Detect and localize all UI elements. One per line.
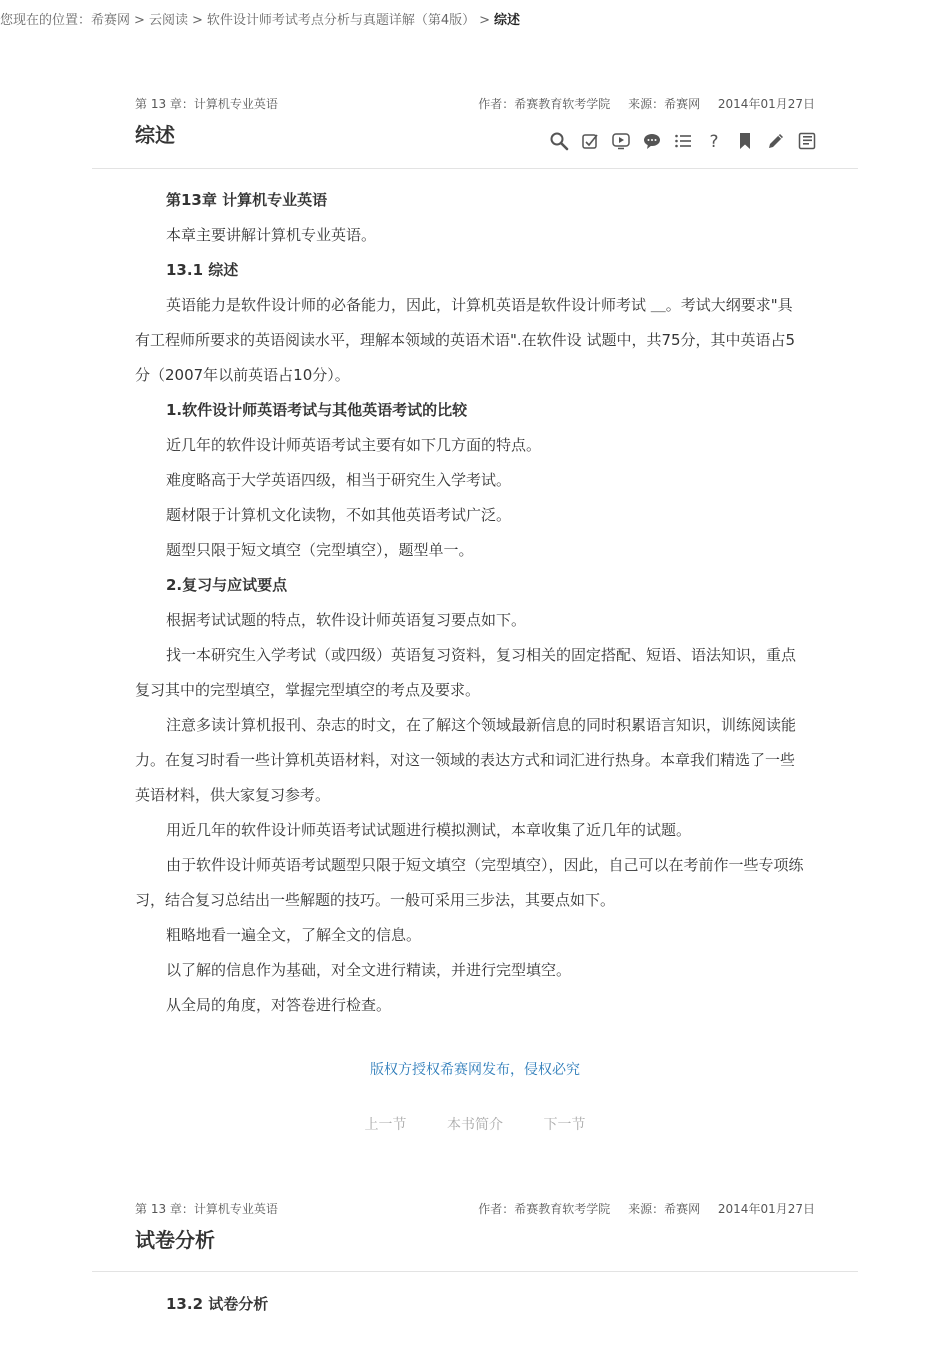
search-button[interactable] — [547, 129, 571, 153]
note-check-icon — [580, 131, 600, 151]
paragraph: 以了解的信息作为基础，对全文进行精读，并进行完型填空。 — [166, 961, 572, 979]
toolbar — [547, 129, 826, 153]
section-heading: 13.2 试卷分析 — [166, 1295, 269, 1313]
paragraph: 找一本研究生入学考试（或四级）英语复习资料，复习相关的固定搭配、短语、语法知识，重点复习其中的完型填空，掌握完型填空的考点及要求。 — [135, 646, 797, 699]
breadcrumb-separator: > — [191, 13, 203, 28]
help-glyph: ? — [709, 132, 719, 151]
paragraph: 由于软件设计师英语考试题型只限于短文填空（完型填空），因此，自己可以在考前作一些专项练习，结合复习总结出一些解题的技巧。一般可采用三步法，其要点如下。 — [135, 856, 804, 909]
help-button[interactable] — [702, 129, 726, 153]
paragraph: 题型只限于短文填空（完型填空），题型单一。 — [166, 541, 474, 559]
chapter-heading: 第13章 计算机专业英语 — [166, 191, 328, 209]
paragraph: 根据考试试题的特点，软件设计师英语复习要点如下。 — [166, 611, 527, 629]
search-icon — [549, 131, 569, 151]
pencil-icon — [766, 131, 786, 151]
copyright-notice: 版权方授权希赛网发布，侵权必究 — [370, 1062, 580, 1078]
source-label: 来源：希赛网 — [628, 1202, 701, 1216]
section-title: 试卷分析 — [135, 1228, 215, 1252]
paragraph: 粗略地看一遍全文，了解全文的信息。 — [166, 926, 422, 944]
help-icon — [704, 131, 724, 151]
comment-button[interactable] — [640, 129, 664, 153]
breadcrumb-prefix: 您现在的位置： — [0, 13, 92, 28]
section-heading: 13.1 综述 — [166, 261, 239, 279]
pager — [0, 1114, 950, 1136]
chapter-label: 第 13 章：计算机专业英语 — [135, 97, 278, 111]
video-icon — [611, 131, 631, 151]
next-section-link[interactable]: 下一节 — [543, 1117, 586, 1133]
breadcrumb-separator: > — [479, 13, 491, 28]
breadcrumb-link-book[interactable]: 软件设计师考试考点分析与真题详解（第4版） — [206, 13, 476, 28]
section-divider — [92, 168, 858, 169]
breadcrumb-separator: > — [134, 13, 145, 28]
section-meta — [135, 95, 815, 113]
bookmark-icon — [735, 131, 755, 151]
date-label: 2014年01月27日 — [717, 97, 815, 111]
breadcrumb-current: 综述 — [494, 13, 521, 28]
section-divider — [92, 1271, 858, 1272]
catalog-button[interactable] — [671, 129, 695, 153]
bookmark-button[interactable] — [733, 129, 757, 153]
document-icon — [797, 131, 817, 151]
document-button[interactable] — [795, 129, 819, 153]
paragraph: 从全局的角度，对答卷进行检查。 — [166, 996, 392, 1014]
paragraph: 近几年的软件设计师英语考试主要有如下几方面的特点。 — [166, 436, 542, 454]
paragraph: 本章主要讲解计算机专业英语。 — [166, 226, 377, 244]
author-label: 作者：希赛教育软考学院 — [478, 1202, 611, 1216]
prev-section-link[interactable]: 上一节 — [364, 1117, 407, 1133]
breadcrumb — [0, 11, 520, 31]
breadcrumb-link-cloud-reading[interactable]: 云阅读 — [148, 13, 188, 28]
article-body — [135, 183, 805, 1023]
paragraph: 用近几年的软件设计师英语考试试题进行模拟测试，本章收集了近几年的试题。 — [166, 821, 692, 839]
subsection-heading: 2.复习与应试要点 — [166, 576, 288, 594]
paragraph: 题材限于计算机文化读物，不如其他英语考试广泛。 — [166, 506, 512, 524]
subsection-heading: 1.软件设计师英语考试与其他英语考试的比较 — [166, 401, 468, 419]
paragraph: 难度略高于大学英语四级，相当于研究生入学考试。 — [166, 471, 512, 489]
article-body — [135, 1287, 805, 1322]
video-button[interactable] — [609, 129, 633, 153]
article-info — [464, 1200, 815, 1218]
author-label: 作者：希赛教育软考学院 — [478, 97, 611, 111]
list-icon — [673, 131, 693, 151]
paragraph: 英语能力是软件设计师的必备能力，因此，计算机英语是软件设计师考试 ＿。考试大纲要求"具有工程师所要求的英语阅读水平，理解本领域的英语术语".在软件设 试题中，共75分，其中英语占5分（2007年以前英语占10分）。 — [135, 296, 796, 384]
page-title: 综述 — [135, 123, 175, 147]
edit-button[interactable] — [764, 129, 788, 153]
breadcrumb-link-home[interactable]: 希赛网 — [91, 13, 131, 28]
date-label: 2014年01月27日 — [717, 1202, 815, 1216]
source-label: 来源：希赛网 — [628, 97, 701, 111]
chapter-label: 第 13 章：计算机专业英语 — [135, 1202, 278, 1216]
notes-button[interactable] — [578, 129, 602, 153]
section-meta — [135, 1200, 815, 1218]
comment-icon — [642, 131, 662, 151]
article-info — [464, 95, 815, 113]
book-intro-link[interactable]: 本书简介 — [447, 1117, 503, 1133]
paragraph: 注意多读计算机报刊、杂志的时文，在了解这个领域最新信息的同时积累语言知识，训练阅读能力。在复习时看一些计算机英语材料，对这一领域的表达方式和词汇进行热身。本章我们精选了一些英语材料，供大家复习参考。 — [135, 716, 797, 804]
